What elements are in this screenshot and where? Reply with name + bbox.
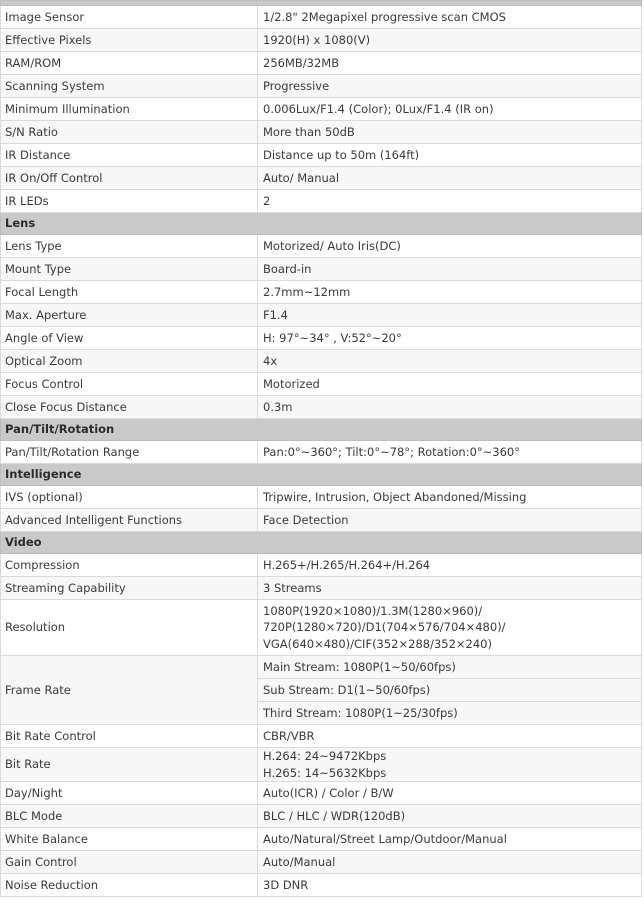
spec-row-image-sensor xyxy=(1,6,642,29)
spec-row-minimum-illumination xyxy=(1,98,642,121)
spec-row-ir-distance xyxy=(1,144,642,167)
bit-rate-line: H.264: 24~9472Kbps xyxy=(263,749,387,763)
spec-value: Pan:0°~360°; Tilt:0°~78°; Rotation:0°~360° xyxy=(258,441,642,464)
spec-value: Tripwire, Intrusion, Object Abandoned/Missing xyxy=(258,486,642,509)
spec-value: Board-in xyxy=(258,258,642,281)
spec-row-frame-rate xyxy=(1,656,642,679)
spec-label: Max. Aperture xyxy=(1,304,258,327)
spec-label: Optical Zoom xyxy=(1,350,258,373)
spec-row-scanning-system xyxy=(1,75,642,98)
spec-value xyxy=(258,748,642,782)
spec-value: 256MB/32MB xyxy=(258,52,642,75)
spec-label: Frame Rate xyxy=(1,656,258,725)
spec-value: 2 xyxy=(258,190,642,213)
spec-row-focal-length xyxy=(1,281,642,304)
spec-value: H: 97°~34° , V:52°~20° xyxy=(258,327,642,350)
spec-label: IR Distance xyxy=(1,144,258,167)
spec-label: Image Sensor xyxy=(1,6,258,29)
spec-row-compression xyxy=(1,554,642,577)
spec-label: RAM/ROM xyxy=(1,52,258,75)
spec-value: Motorized/ Auto Iris(DC) xyxy=(258,235,642,258)
section-header-video xyxy=(1,532,642,554)
spec-value: Distance up to 50m (164ft) xyxy=(258,144,642,167)
spec-row-close-focus-distance xyxy=(1,396,642,419)
spec-value: BLC / HLC / WDR(120dB) xyxy=(258,805,642,828)
spec-value: 2.7mm~12mm xyxy=(258,281,642,304)
spec-value: 0.3m xyxy=(258,396,642,419)
spec-value: F1.4 xyxy=(258,304,642,327)
spec-value: Auto/Natural/Street Lamp/Outdoor/Manual xyxy=(258,828,642,851)
spec-label: Mount Type xyxy=(1,258,258,281)
spec-label: Bit Rate Control xyxy=(1,725,258,748)
spec-label: Gain Control xyxy=(1,851,258,874)
section-title: Video xyxy=(1,532,642,554)
spec-row-bit-rate xyxy=(1,748,642,782)
spec-value: 1/2.8" 2Megapixel progressive scan CMOS xyxy=(258,6,642,29)
spec-row-day-night xyxy=(1,782,642,805)
spec-row-bit-rate-control xyxy=(1,725,642,748)
spec-label: Lens Type xyxy=(1,235,258,258)
spec-row-streaming-capability xyxy=(1,577,642,600)
spec-row-white-balance xyxy=(1,828,642,851)
spec-label: IR LEDs xyxy=(1,190,258,213)
spec-value: 0.006Lux/F1.4 (Color); 0Lux/F1.4 (IR on) xyxy=(258,98,642,121)
spec-value: Auto(ICR) / Color / B/W xyxy=(258,782,642,805)
spec-value: CBR/VBR xyxy=(258,725,642,748)
spec-value: 1920(H) x 1080(V) xyxy=(258,29,642,52)
spec-row-effective-pixels xyxy=(1,29,642,52)
spec-value: Progressive xyxy=(258,75,642,98)
spec-label: Focus Control xyxy=(1,373,258,396)
spec-value: 4x xyxy=(258,350,642,373)
spec-label: Streaming Capability xyxy=(1,577,258,600)
spec-row-sn-ratio xyxy=(1,121,642,144)
spec-row-optical-zoom xyxy=(1,350,642,373)
spec-value: Third Stream: 1080P(1~25/30fps) xyxy=(258,702,642,725)
spec-label: Pan/Tilt/Rotation Range xyxy=(1,441,258,464)
section-header-lens xyxy=(1,213,642,235)
spec-label: Focal Length xyxy=(1,281,258,304)
spec-row-resolution xyxy=(1,600,642,656)
spec-row-ram-rom xyxy=(1,52,642,75)
section-header-pan-tilt-rotation xyxy=(1,419,642,441)
spec-label: Noise Reduction xyxy=(1,874,258,897)
spec-value: 3 Streams xyxy=(258,577,642,600)
spec-label: Angle of View xyxy=(1,327,258,350)
spec-value: 3D DNR xyxy=(258,874,642,897)
spec-row-focus-control xyxy=(1,373,642,396)
spec-label: IVS (optional) xyxy=(1,486,258,509)
spec-row-pan-tilt-rotation-range xyxy=(1,441,642,464)
section-title: Intelligence xyxy=(1,464,642,486)
spec-label: Advanced Intelligent Functions xyxy=(1,509,258,532)
spec-row-gain-control xyxy=(1,851,642,874)
spec-value: More than 50dB xyxy=(258,121,642,144)
spec-label: IR On/Off Control xyxy=(1,167,258,190)
resolution-line: 1080P(1920×1080)/1.3M(1280×960)/ xyxy=(263,603,483,618)
section-title: Pan/Tilt/Rotation xyxy=(1,419,642,441)
spec-value: Motorized xyxy=(258,373,642,396)
spec-row-blc-mode xyxy=(1,805,642,828)
spec-value: Main Stream: 1080P(1~50/60fps) xyxy=(258,656,642,679)
section-title: Lens xyxy=(1,213,642,235)
spec-value: Auto/Manual xyxy=(258,851,642,874)
spec-value xyxy=(258,600,642,656)
spec-row-ir-on-off-control xyxy=(1,167,642,190)
spec-label: Resolution xyxy=(1,600,258,656)
spec-row-advanced-intelligent-functions xyxy=(1,509,642,532)
spec-label: Day/Night xyxy=(1,782,258,805)
spec-label: Scanning System xyxy=(1,75,258,98)
spec-value: H.265+/H.265/H.264+/H.264 xyxy=(258,554,642,577)
section-header-intelligence xyxy=(1,464,642,486)
spec-row-ivs xyxy=(1,486,642,509)
spec-label: Close Focus Distance xyxy=(1,396,258,419)
spec-label: White Balance xyxy=(1,828,258,851)
resolution-line: 720P(1280×720)/D1(704×576/704×480)/ xyxy=(263,620,506,635)
resolution-line: VGA(640×480)/CIF(352×288/352×240) xyxy=(263,636,492,651)
spec-label: Effective Pixels xyxy=(1,29,258,52)
spec-label: Compression xyxy=(1,554,258,577)
spec-row-ir-leds xyxy=(1,190,642,213)
spec-label: Bit Rate xyxy=(1,748,258,782)
spec-row-noise-reduction xyxy=(1,874,642,897)
spec-row-lens-type xyxy=(1,235,642,258)
spec-label: Minimum Illumination xyxy=(1,98,258,121)
spec-label: BLC Mode xyxy=(1,805,258,828)
spec-row-angle-of-view xyxy=(1,327,642,350)
spec-row-max-aperture xyxy=(1,304,642,327)
spec-value: Sub Stream: D1(1~50/60fps) xyxy=(258,679,642,702)
spec-value: Face Detection xyxy=(258,509,642,532)
spec-label: S/N Ratio xyxy=(1,121,258,144)
spec-row-mount-type xyxy=(1,258,642,281)
bit-rate-line: H.265: 14~5632Kbps xyxy=(263,765,387,780)
spec-value: Auto/ Manual xyxy=(258,167,642,190)
